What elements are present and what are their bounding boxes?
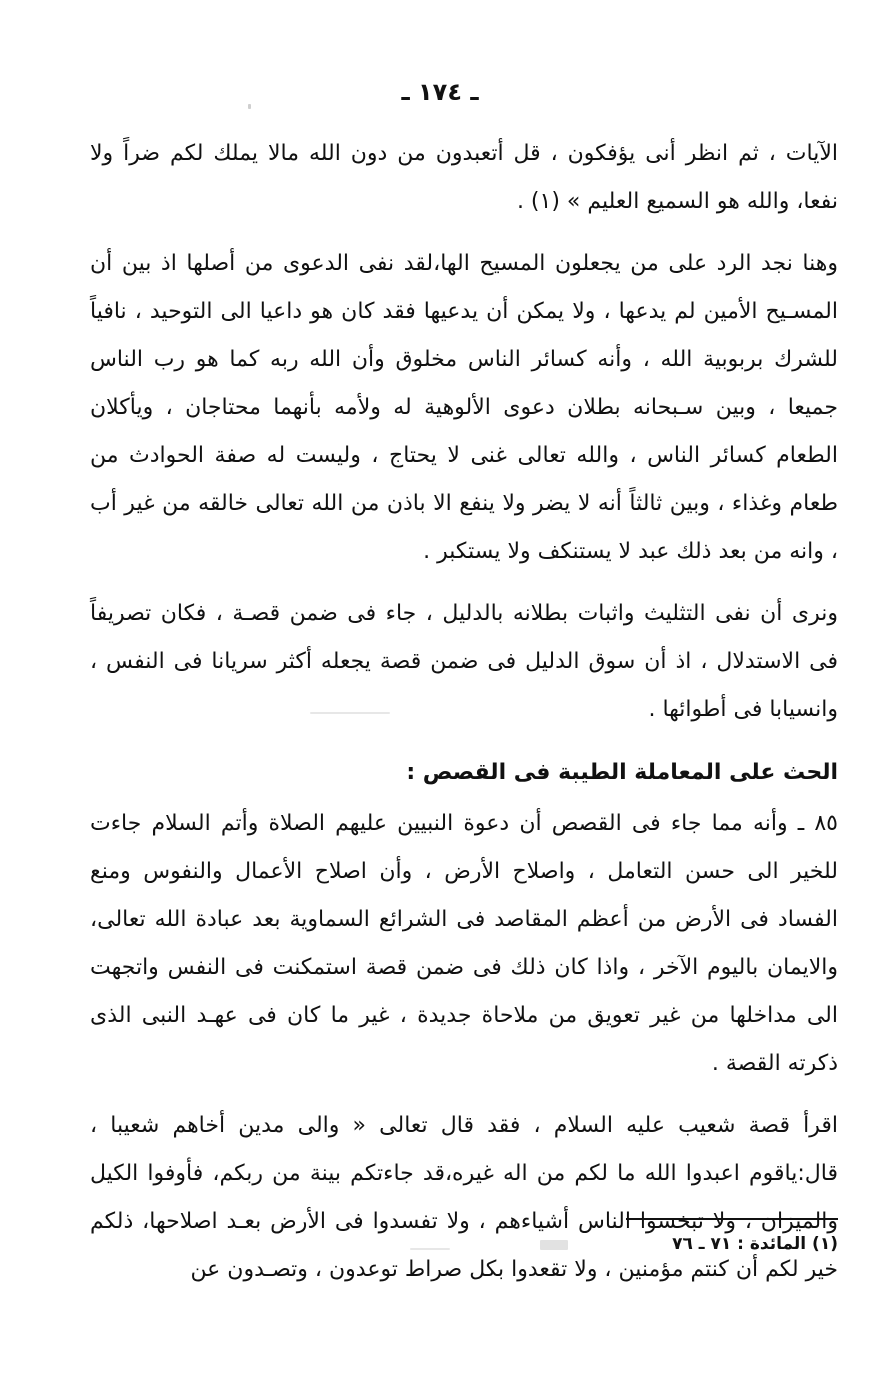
- paragraph-3: ونرى أن نفى التثليث واثبات بطلانه بالدليل ، جاء فى ضمن قصـة ، فكان تصريفاً فى الاستدلال ، اذ أن سوق الدليل فى ضمن قصة يجعله أكثر سريانا فى النفس ، وانسيابا فى أطوائها .: [90, 601, 838, 722]
- scan-speck: [540, 1240, 568, 1250]
- page-body: [90, 130, 838, 1294]
- scan-speck: [410, 1248, 450, 1250]
- paragraph-4: ٨٥ ـ وأنه مما جاء فى القصص أن دعوة النبيين عليهم الصلاة وأتم السلام جاءت للخير الى حسن التعامل ، واصلاح الأرض ، وأن اصلاح الأعمال والنفوس ومنع الفساد فى الأرض من أعظم المقاصد فى الشرائع السماوية بعد عبادة الله تعالى، والايمان باليوم الآخر ، واذا كان ذلك فى ضمن قصة استمكنت فى النفس واتجهت الى مداخلها من غير تعويق من ملاحاة جديدة ، غير ما كان فى عهـد النبى الذى ذكرته القصة .: [90, 811, 838, 1076]
- section-heading: الحث على المعاملة الطيبة فى القصص :: [406, 760, 838, 785]
- scan-speck: [310, 712, 390, 714]
- footnote-divider: [626, 1218, 838, 1220]
- paragraph-2: وهنا نجد الرد على من يجعلون المسيح الها،لقد نفى الدعوى من أصلها اذ بين أن المسـيح الأمين لم يدعها ، ولا يمكن أن يدعيها فقد كان هو داعيا الى التوحيد ، نافياً للشرك بربوبية الله ، وأنه كسائر الناس مخلوق وأن الله ربه كما هو رب الناس جميعا ، وبين سـبحانه بطلان دعوى الألوهية له ولأمه بأنهما محتاجان ، ويأكلان الطعام كسائر الناس ، والله تعالى غنى لا يحتاج ، وليست له صفة الحوادث من طعام وغذاء ، وبين ثالثاً أنه لا يضر ولا ينفع الا باذن من الله تعالى خالقه من غير أب ، وانه من بعد ذلك عبد لا يستنكف ولا يستكبر .: [90, 251, 838, 564]
- footnote: (١) المائدة : ٧١ ـ ٧٦: [672, 1234, 838, 1254]
- paragraph-5: اقرأ قصة شعيب عليه السلام ، فقد قال تعالى « والى مدين أخاهم شعيبا ، قال:ياقوم اعبدوا الله ما لكم من اله غيره،قد جاءتكم بينة من ربكم، فأوفوا الكيل والميزان ، ولا تبخسوا الناس أشياءهم ، ولا تفسدوا فى الأرض بعـد اصلاحها، ذلكم خير لكم أن كنتم مؤمنين ، ولا تقعدوا بكل صراط توعدون ، وتصـدون عن: [90, 1113, 838, 1282]
- paragraph-1: الآيات ، ثم انظر أنى يؤفكون ، قل أتعبدون من دون الله مالا يملك لكم ضراً ولا نفعا، والله هو السميع العليم » (١) .: [90, 141, 838, 214]
- page-number: ـ ١٧٤ ـ: [401, 78, 479, 106]
- scan-speck: [248, 104, 251, 109]
